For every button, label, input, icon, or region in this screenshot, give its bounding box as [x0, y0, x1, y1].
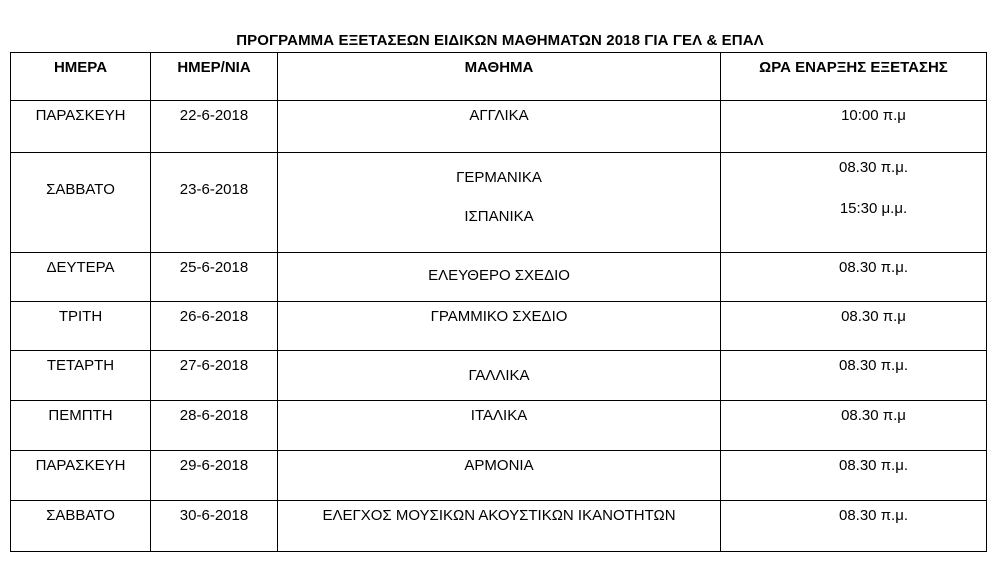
time-cell: 08.30 π.μ.: [721, 501, 987, 552]
date-cell: 28-6-2018: [151, 401, 278, 451]
subject-cell: ΕΛΕΥΘΕΡΟ ΣΧΕΔΙΟ: [278, 253, 721, 302]
time-line-2: 15:30 μ.μ.: [839, 200, 908, 217]
time-cell: [721, 153, 987, 253]
document-title: ΠΡΟΓΡΑΜΜΑ ΕΞΕΤΑΣΕΩΝ ΕΙΔΙΚΩΝ ΜΑΘΗΜΑΤΩΝ 2018 ΓΙΑ ΓΕΛ & ΕΠΑΛ: [236, 32, 764, 49]
date-cell: 22-6-2018: [151, 101, 278, 153]
date-cell: 29-6-2018: [151, 451, 278, 501]
time-cell: 08.30 π.μ: [721, 401, 987, 451]
table-row: [11, 253, 987, 302]
subject-cell: ΑΓΓΛΙΚΑ: [278, 101, 721, 153]
day-cell: ΣΑΒΒΑΤΟ: [11, 501, 151, 552]
subject-cell: [278, 153, 721, 253]
day-cell: ΠΑΡΑΣΚΕΥΗ: [11, 451, 151, 501]
date-cell: 30-6-2018: [151, 501, 278, 552]
table-row: [11, 501, 987, 552]
date-cell: 25-6-2018: [151, 253, 278, 302]
table-row: [11, 153, 987, 253]
time-cell: 08.30 π.μ.: [721, 253, 987, 302]
day-cell: ΠΑΡΑΣΚΕΥΗ: [11, 101, 151, 153]
subject-line-1: ΓΕΡΜΑΝΙΚΑ: [456, 169, 542, 186]
subject-cell: ΙΤΑΛΙΚΑ: [278, 401, 721, 451]
time-cell: 08.30 π.μ: [721, 302, 987, 351]
header-date: ΗΜΕΡ/ΝΙΑ: [151, 53, 278, 101]
subject-cell: ΕΛΕΓΧΟΣ ΜΟΥΣΙΚΩΝ ΑΚΟΥΣΤΙΚΩΝ ΙΚΑΝΟΤΗΤΩΝ: [278, 501, 721, 552]
day-cell: ΠΕΜΠΤΗ: [11, 401, 151, 451]
subject-line-2: ΙΣΠΑΝΙΚΑ: [464, 208, 534, 225]
subject-cell: ΓΑΛΛΙΚΑ: [278, 351, 721, 401]
table-header-row: [11, 53, 987, 101]
table-row: [11, 101, 987, 153]
day-cell: ΣΑΒΒΑΤΟ: [11, 153, 151, 253]
day-cell: ΤΡΙΤΗ: [11, 302, 151, 351]
table-row: [11, 451, 987, 501]
date-cell: 27-6-2018: [151, 351, 278, 401]
exam-schedule-table: [10, 52, 987, 552]
table-row: [11, 351, 987, 401]
table-row: [11, 401, 987, 451]
subject-cell: ΑΡΜΟΝΙΑ: [278, 451, 721, 501]
time-cell: 10:00 π.μ: [721, 101, 987, 153]
table-row: [11, 302, 987, 351]
day-cell: ΤΕΤΑΡΤΗ: [11, 351, 151, 401]
header-subject: ΜΑΘΗΜΑ: [278, 53, 721, 101]
time-cell: 08.30 π.μ.: [721, 351, 987, 401]
header-day: ΗΜΕΡΑ: [11, 53, 151, 101]
date-cell: 23-6-2018: [151, 153, 278, 253]
subject-cell: ΓΡΑΜΜΙΚΟ ΣΧΕΔΙΟ: [278, 302, 721, 351]
day-cell: ΔΕΥΤΕΡΑ: [11, 253, 151, 302]
header-start-time: ΩΡΑ ΕΝΑΡΞΗΣ ΕΞΕΤΑΣΗΣ: [721, 53, 987, 101]
time-line-1: 08.30 π.μ.: [838, 159, 909, 176]
time-cell: 08.30 π.μ.: [721, 451, 987, 501]
date-cell: 26-6-2018: [151, 302, 278, 351]
